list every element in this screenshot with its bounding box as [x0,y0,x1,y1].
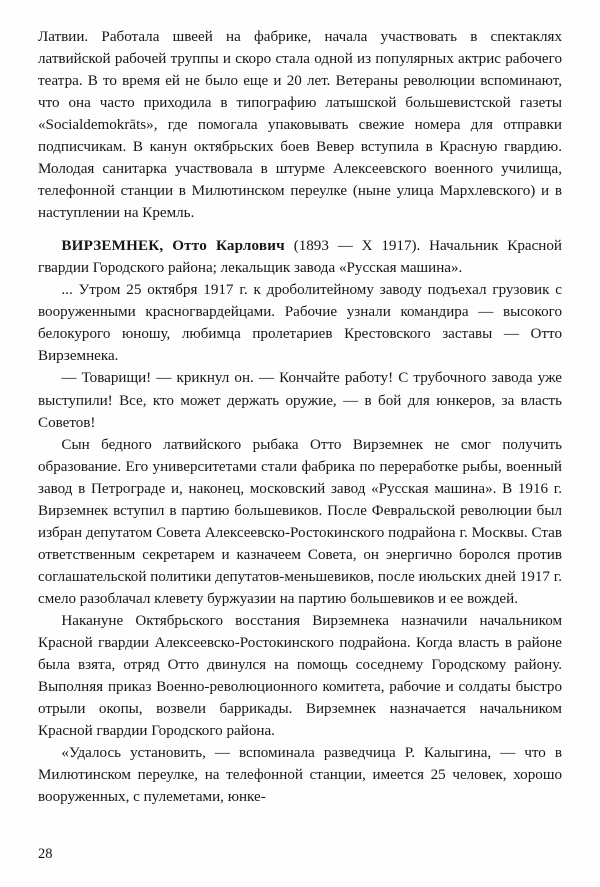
entry-paragraph-4: Накануне Октябрьского восстания Вирземнека назначили начальником Красной гвардии Алексеевско-Ростокинского подрайона. Когда власть в районе была взята, отряд Отто двинулся на помощь соседнему Городскому району. Выполняя приказ Военно-революционного комитета, рабочие и солдаты быстро отрыли окопы, возвели баррикады. Вирземнек назначается начальником Красной гвардии Городского района. [38,612,562,739]
entry-dates: (1893 — X 1917). [293,238,421,255]
biography-entry-heading [38,235,562,279]
entry-surname: ВИРЗЕМНЕК, [61,238,164,255]
page-text-column [38,26,562,808]
entry-paragraph-5: «Удалось установить, — вспоминала разведчица Р. Калыгина, — что в Милютинском переулке, на телефонной станции, имеется 25 человек, хорошо вооруженных, с пулеметами, юнке- [38,745,562,806]
entry-paragraph-3: Сын бедного латвийского рыбака Отто Вирземнек не смог получить образование. Его университетами стали фабрика по переработке рыбы, военный завод в Петрограде и, наконец, московский завод «Русская машина». В 1916 г. Вирземнек вступил в партию большевиков. После Февральской революции был избран депутатом Совета Алексеевско-Ростокинского подрайона г. Москвы. Став ответственным секретарем и казначеем Совета, он энергично боролся против соглашательской политики депутатов-меньшевиков, после июльских дней 1917 г. смело разоблачал клевету буржуазии на партию большевиков и ее вождей. [38,436,562,607]
paragraph-continued: Латвии. Работала швеей на фабрике, начала участвовать в спектаклях латвийской рабочей труппы и скоро стала одной из популярных актрис рабочего театра. В то время ей не было еще и 20 лет. Ветераны революции вспоминают, что она часто приходила в типографию латышской большевистской газеты «Socialdemokrāts», где помогала упаковывать свежие номера для отправки подписчикам. В канун октябрьских боев Вевер вступила в Красную гвардию. Молодая санитарка участвовала в штурме Алексеевского военного училища, телефонной станции в Милютинском переулке (ныне улица Мархлевского) и в наступлении на Кремль. [38,29,562,222]
entry-given-name: Отто Карлович [172,238,285,255]
entry-description: Начальник Красной гвардии Городского района; лекальщик завода «Русская машина». [38,238,562,277]
page-number: 28 [38,846,53,862]
section-spacer [38,224,562,235]
entry-paragraph-1: ... Утром 25 октября 1917 г. к дроболитейному заводу подъехал грузовик с вооруженными красногвардейцами. Рабочие узнали командира — высокого белокурого юношу, любимца пролетариев Крестовского заставы — Отто Вирземнека. [38,282,562,365]
entry-paragraph-2: — Товарищи! — крикнул он. — Кончайте работу! С трубочного завода уже выступили! Все, кто может держать оружие, — в бой для юнкеров, за власть Советов! [38,370,562,431]
